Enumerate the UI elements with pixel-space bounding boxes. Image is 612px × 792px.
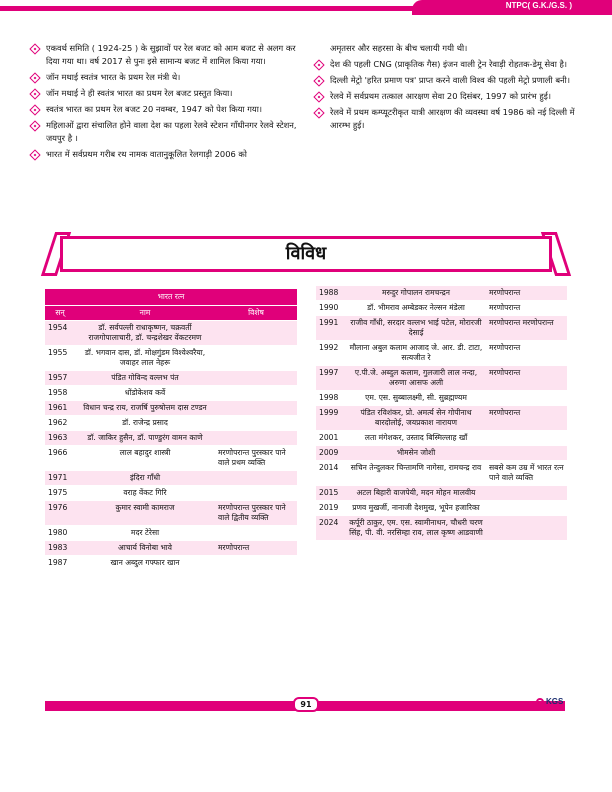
note-cell: मरणोपरान्त [215, 541, 297, 556]
name-cell: डॉ. जाकिर हुसैन, डॉ. पाण्डुरंग वामन काणे [75, 431, 215, 446]
table-body-left [45, 321, 297, 571]
note-cell: सबसे कम उम्र में भारत रत्न पाने वाले व्यक्ति [486, 461, 567, 486]
table-title: भारत रत्न [45, 289, 297, 306]
table-row [45, 526, 297, 541]
name-cell: पंडित गोविन्द वल्लभ पंत [75, 371, 215, 386]
table-row [45, 541, 297, 556]
table-row [316, 406, 567, 431]
note-cell: मरणोपरान्त [486, 341, 567, 366]
name-cell: विधान चन्द्र राय, राजर्षि पुरुषोत्तम दास टण्डन [75, 401, 215, 416]
right-column [314, 42, 586, 135]
bullet-item: स्वतंत्र भारत का प्रथम रेल बजट 20 नवम्बर, 1947 को पेश किया गया। [30, 103, 302, 116]
diamond-bullet-icon [29, 72, 40, 83]
subject-label: NTPC( G.K./G.S. ) [505, 1, 572, 10]
name-cell: एम. एस. सुब्बालक्ष्मी, सी. सुब्रह्मण्यम [346, 391, 486, 406]
diamond-bullet-icon [29, 149, 40, 160]
bharat-ratna-table-right [316, 286, 567, 541]
note-cell [215, 386, 297, 401]
year-cell: 1966 [45, 446, 75, 471]
table-row [45, 501, 297, 526]
note-cell [486, 446, 567, 461]
diamond-bullet-icon [313, 107, 324, 118]
note-cell [215, 416, 297, 431]
year-cell: 1954 [45, 321, 75, 346]
bullet-item: महिलाओं द्वारा संचालित होने वाला देश का पहला रेलवे स्टेशन गाँधीनगर रेलवे स्टेशन, जयपुर है । [30, 119, 302, 145]
table-row [316, 486, 567, 501]
year-cell: 1987 [45, 556, 75, 571]
year-cell: 1957 [45, 371, 75, 386]
note-cell: मरणोपरान्त मरणोपरान्त [486, 316, 567, 341]
note-cell [215, 526, 297, 541]
section-banner [48, 232, 564, 276]
note-cell [486, 391, 567, 406]
name-cell: वराह वेंकट गिरि [75, 486, 215, 501]
note-cell [486, 431, 567, 446]
note-cell: मरणोपरान्त पुरस्कार पाने वाले प्रथम व्यक्ति [215, 446, 297, 471]
year-cell: 1992 [316, 341, 346, 366]
name-cell: कर्पूरी ठाकुर, एम. एस. स्वामीनाथन, चौधरी चरण सिंह, पी. वी. नरसिम्हा राव, लाल कृष्ण आडवाणी [346, 516, 486, 541]
note-cell: मरणोपरान्त [486, 301, 567, 316]
publisher-logo: KGS [536, 697, 563, 706]
table-row [45, 346, 297, 371]
name-cell: डॉ. सर्वपल्ली राधाकृष्णन, चक्रवर्ती राजगोपालाचारी, डॉ. चन्द्रशेखर वेंकटरमण [75, 321, 215, 346]
table-row [316, 501, 567, 516]
logo-mark-icon [536, 698, 544, 706]
name-cell: सचिन तेन्दुलकर चिन्तामणि नागेसा, रामचन्द्र राव [346, 461, 486, 486]
table-row [45, 556, 297, 571]
table-body-right [316, 286, 567, 541]
table-title-row [45, 289, 297, 306]
note-cell [215, 346, 297, 371]
note-cell [486, 516, 567, 541]
note-cell [215, 321, 297, 346]
note-cell: मरणोपरान्त [486, 406, 567, 431]
diamond-bullet-icon [29, 120, 40, 131]
note-cell: मरणोपरान्त पुरस्कार पाने वाले द्वितीय व्यक्ति [215, 501, 297, 526]
name-cell: प्रणव मुखर्जी, नानाजी देशमुख, भूपेन हजारिका [346, 501, 486, 516]
table-row [45, 431, 297, 446]
year-cell: 1976 [45, 501, 75, 526]
bullet-item: जॉन मथाई स्वतंत्र भारत के प्रथम रेल मंत्री थे। [30, 71, 302, 84]
bullet-continuation: अमृतसर और सहरसा के बीच चलायी गयी थी। [330, 43, 468, 53]
note-cell: मरणोपरान्त [486, 366, 567, 391]
note-cell [215, 486, 297, 501]
table-row [45, 401, 297, 416]
year-cell: 1962 [45, 416, 75, 431]
year-cell: 1988 [316, 286, 346, 301]
note-cell [215, 471, 297, 486]
note-cell [486, 486, 567, 501]
name-cell: अटल बिहारी वाजपेयी, मदन मोहन मालवीय [346, 486, 486, 501]
year-cell: 1999 [316, 406, 346, 431]
year-cell: 1997 [316, 366, 346, 391]
note-cell [215, 556, 297, 571]
page-header [0, 0, 612, 14]
year-cell: 2001 [316, 431, 346, 446]
note-cell [486, 501, 567, 516]
bullet-item: भारत में सर्वप्रथम गरीब रथ नामक वातानुकूलित रेलगाड़ी 2006 को [30, 148, 302, 161]
table-row [45, 386, 297, 401]
column-header-name: नाम [75, 306, 215, 321]
year-cell: 1998 [316, 391, 346, 406]
page-number: 91 [293, 697, 319, 712]
name-cell: डॉ. भीमराव अम्बेडकर नेल्सन मंडेला [346, 301, 486, 316]
table-row [45, 416, 297, 431]
note-cell: मरणोपरान्त [486, 286, 567, 301]
name-cell: पंडित रविशंकर, प्रो. अमर्त्य सेन गोपीनाथ बारदोलोई, जयप्रकाश नारायण [346, 406, 486, 431]
name-cell: धोंडोकेशव कर्वे [75, 386, 215, 401]
year-cell: 1980 [45, 526, 75, 541]
table-header-row [45, 306, 297, 321]
name-cell: कुमार स्वामी कामराज [75, 501, 215, 526]
year-cell: 1955 [45, 346, 75, 371]
year-cell: 2019 [316, 501, 346, 516]
bullet-item: जॉन मथाई ने ही स्वतंत्र भारत का प्रथम रेल बजट प्रस्तुत किया। [30, 87, 302, 100]
year-cell: 2015 [316, 486, 346, 501]
year-cell: 2014 [316, 461, 346, 486]
name-cell: ए.पी.जे. अब्दुल कलाम, गुलजारी लाल नन्दा, अरुणा आसफ अली [346, 366, 486, 391]
table-row [316, 516, 567, 541]
year-cell: 1990 [316, 301, 346, 316]
year-cell: 2024 [316, 516, 346, 541]
year-cell: 1991 [316, 316, 346, 341]
left-column [30, 42, 302, 164]
bullet-item: एकवर्थ समिति ( 1924-25 ) के सुझावों पर रेल बजट को आम बजट से अलग कर दिया गया था। वर्ष 2017 से पुनः इसे सामान्य बजट में शामिल किया गया। [30, 42, 302, 68]
name-cell: लाल बहादुर शास्त्री [75, 446, 215, 471]
bharat-ratna-table-left [45, 289, 297, 571]
table-row [316, 366, 567, 391]
name-cell: आचार्य विनोबा भावे [75, 541, 215, 556]
note-cell [215, 371, 297, 386]
name-cell: मदर टेरेसा [75, 526, 215, 541]
name-cell: इंदिरा गाँधी [75, 471, 215, 486]
table-row [45, 321, 297, 346]
name-cell: डॉ. राजेन्द्र प्रसाद [75, 416, 215, 431]
diamond-bullet-icon [29, 88, 40, 99]
diamond-bullet-icon [29, 43, 40, 54]
diamond-bullet-icon [29, 104, 40, 115]
diamond-bullet-icon [313, 59, 324, 70]
name-cell: भीमसेन जोशी [346, 446, 486, 461]
year-cell: 1975 [45, 486, 75, 501]
column-header-year: सन् [45, 306, 75, 321]
table-row [316, 301, 567, 316]
name-cell: डॉ. भगवान दास, डॉ. मोक्षगुंडम विश्वेश्वरैया, जवाहर लाल नेहरू [75, 346, 215, 371]
name-cell: राजीव गाँधी, सरदार वल्लभ भाई पटेल, मोरारजी देसाई [346, 316, 486, 341]
note-cell [215, 431, 297, 446]
year-cell: 1961 [45, 401, 75, 416]
name-cell: मरुदुर गोपालन रामचन्द्रन [346, 286, 486, 301]
year-cell: 1983 [45, 541, 75, 556]
diamond-bullet-icon [313, 75, 324, 86]
diamond-bullet-icon [313, 91, 324, 102]
table-row [45, 446, 297, 471]
year-cell: 1971 [45, 471, 75, 486]
section-title: विविध [285, 243, 327, 264]
table-row [316, 341, 567, 366]
table-row [316, 431, 567, 446]
bullet-item: रेलवे में सर्वप्रथम तत्काल आरक्षण सेवा 20 दिसंबर, 1997 को प्रारंभ हुई। [314, 90, 586, 103]
bullet-item: दिल्ली मेट्रो 'हरित प्रमाण पत्र' प्राप्त करने वाली विश्व की पहली मेट्रो प्रणाली बनी। [314, 74, 586, 87]
table-row [316, 461, 567, 486]
year-cell: 2009 [316, 446, 346, 461]
bullet-item: देश की पहली CNG (प्राकृतिक गैस) इंजन वाली ट्रेन रेवाड़ी रोहतक-डेमू सेवा है। [314, 58, 586, 71]
column-header-note: विशेष [215, 306, 297, 321]
bullet-item: रेलवे में प्रथम कम्प्यूटरीकृत यात्री आरक्षण की व्यवस्था वर्ष 1986 को नई दिल्ली में आरम्भ हुई। [314, 106, 586, 132]
table-row [316, 286, 567, 301]
year-cell: 1958 [45, 386, 75, 401]
header-tab [412, 0, 612, 15]
table-row [45, 486, 297, 501]
table-row [45, 371, 297, 386]
note-cell [215, 401, 297, 416]
header-rule [0, 6, 460, 11]
name-cell: मौलाना अबुल कलाम आजाद जे. आर. डी. टाटा, सत्यजीत रे [346, 341, 486, 366]
table-row [316, 316, 567, 341]
table-row [316, 446, 567, 461]
table-row [45, 471, 297, 486]
year-cell: 1963 [45, 431, 75, 446]
name-cell: खान अब्दुल गफ्फार खान [75, 556, 215, 571]
table-row [316, 391, 567, 406]
name-cell: लता मंगेशकर, उस्ताद बिस्मिल्लाह खाँ [346, 431, 486, 446]
